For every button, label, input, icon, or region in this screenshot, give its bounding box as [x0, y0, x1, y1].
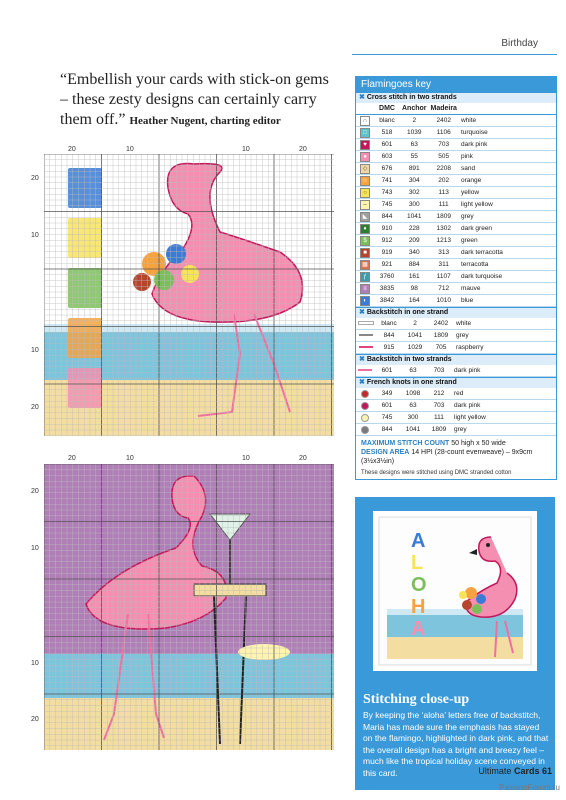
key-row	[356, 199, 556, 211]
quote-text: “Embellish your cards with stick-on gems – these zesty designs can certainly carry them off.”	[60, 71, 329, 128]
knot-icon	[361, 414, 369, 422]
key-madeira: 111	[429, 199, 459, 211]
key-name: red	[452, 388, 556, 400]
key-name: green	[459, 235, 556, 247]
key-swatch	[356, 175, 374, 187]
top-col-label: 20	[68, 146, 76, 153]
key-row	[356, 295, 556, 307]
key-row	[356, 223, 556, 235]
key-madeira: 311	[429, 259, 459, 271]
key-dmc: 844	[376, 330, 402, 342]
quote-attribution: Heather Nugent, charting editor	[129, 115, 281, 127]
section-label: Birthday	[501, 38, 538, 49]
chart-top-grid	[44, 154, 334, 436]
key-swatch	[356, 259, 374, 271]
key-madeira: 505	[429, 151, 459, 163]
key-row	[356, 235, 556, 247]
key-dmc: 910	[374, 223, 400, 235]
key-row	[356, 139, 556, 151]
closeup-photo	[373, 511, 537, 671]
brand-cards: Cards	[513, 766, 540, 776]
closeup-letter: A	[411, 530, 426, 552]
bottom-col-label: 20	[68, 455, 76, 462]
key-anchor: 209	[400, 235, 429, 247]
key-anchor: 164	[400, 295, 429, 307]
key-anchor: 63	[400, 400, 426, 412]
swatch-icon: $	[360, 236, 370, 246]
key-header: Anchor	[400, 103, 429, 115]
key-swatch	[356, 223, 374, 235]
key-madeira: 1809	[428, 330, 454, 342]
top-row-label: 20	[31, 404, 39, 411]
key-anchor: 1041	[400, 211, 429, 223]
key-dmc: 518	[374, 127, 400, 139]
header-rule	[352, 54, 557, 55]
key-name: yellow	[459, 187, 556, 199]
swatch-icon: ◇	[360, 164, 370, 174]
bottom-col-label: 10	[242, 455, 250, 462]
top-row-label: 20	[31, 175, 39, 182]
closeup-letter: L	[411, 552, 424, 574]
key-madeira: 1809	[429, 211, 459, 223]
key-dmc: 921	[374, 259, 400, 271]
key-madeira: 111	[426, 412, 452, 424]
key-row	[356, 342, 556, 354]
key-name: grey	[454, 330, 556, 342]
closeup-letter: H	[411, 596, 426, 618]
key-madeira: 202	[429, 175, 459, 187]
key-anchor: 302	[400, 187, 429, 199]
key-anchor: 884	[400, 259, 429, 271]
key-header: Madeira	[429, 103, 459, 115]
top-col-label: 20	[299, 146, 307, 153]
key-row	[356, 400, 556, 412]
key-row	[356, 163, 556, 175]
key-swatch	[356, 388, 374, 400]
max-stitch-count: MAXIMUM STITCH COUNT 50 high x 50 wide	[361, 440, 506, 447]
key-row	[356, 187, 556, 199]
swatch-icon: ∩	[360, 116, 370, 126]
closeup-letter: O	[411, 574, 427, 596]
key-madeira: 712	[429, 283, 459, 295]
key-madeira: 703	[429, 139, 459, 151]
key-row	[356, 412, 556, 424]
key-madeira: 2402	[428, 318, 454, 330]
flamingoes-key	[355, 76, 557, 480]
key-row	[356, 175, 556, 187]
pull-quote	[60, 70, 330, 131]
key-swatch	[356, 424, 374, 436]
swatch-icon: ƒ	[360, 272, 370, 282]
swatch-icon: ▦	[360, 260, 370, 270]
key-row	[356, 247, 556, 259]
bottom-col-label: 20	[299, 455, 307, 462]
bottom-row-label: 20	[31, 716, 39, 723]
key-anchor: 228	[400, 223, 429, 235]
key-anchor: 300	[400, 199, 429, 211]
key-dmc: 601	[374, 400, 400, 412]
key-anchor: 1039	[400, 127, 429, 139]
cross-icon: ✖	[359, 356, 365, 363]
key-madeira: 113	[429, 187, 459, 199]
key-madeira: 1010	[429, 295, 459, 307]
key-name: dark terracotta	[459, 247, 556, 259]
key-name: grey	[459, 211, 556, 223]
key-name: mauve	[459, 283, 556, 295]
key-row	[356, 115, 556, 127]
key-name: blue	[459, 295, 556, 307]
key-dmc: blanc	[376, 318, 402, 330]
key-table-backstitch-one	[356, 318, 556, 354]
closeup-text: By keeping the ‘aloha’ letters free of backstitch, Maria has made sure the emphasis has stayed on the flamingo, highlighted in dark pink, and that the overall design has a bright and breezy feel – much like the tropical holiday scene conveyed in this card.	[363, 710, 549, 778]
key-dmc: 844	[374, 424, 400, 436]
key-name: dark pink	[452, 400, 556, 412]
key-row	[356, 318, 556, 330]
key-madeira: 1107	[429, 271, 459, 283]
line-icon	[359, 346, 373, 348]
key-swatch	[356, 342, 376, 354]
key-dmc: 601	[374, 365, 400, 377]
key-anchor: 98	[400, 283, 429, 295]
swatch-icon: ☆	[360, 176, 370, 186]
key-row	[356, 424, 556, 436]
page-footer	[478, 766, 552, 776]
backstitch-two-heading: ✖ Backstitch in two strands	[356, 354, 556, 365]
key-swatch	[356, 318, 376, 330]
bottom-row-label: 20	[31, 488, 39, 495]
key-dmc: 844	[374, 211, 400, 223]
key-anchor: 2	[400, 115, 429, 127]
key-anchor: 1041	[400, 424, 426, 436]
cross-icon: ✖	[359, 94, 365, 101]
chart-aloha-flamingo	[44, 154, 334, 436]
page-number: 61	[541, 766, 552, 776]
key-table-cross	[356, 103, 556, 307]
swatch-icon: ◐	[360, 296, 370, 306]
key-name: dark turquoise	[459, 271, 556, 283]
key-anchor: 340	[400, 247, 429, 259]
key-madeira: 1213	[429, 235, 459, 247]
key-madeira: 705	[428, 342, 454, 354]
swatch-icon: ◣	[360, 212, 370, 222]
key-footer	[356, 436, 556, 481]
key-madeira: 2402	[429, 115, 459, 127]
key-row	[356, 365, 556, 377]
key-swatch	[356, 115, 374, 127]
key-swatch	[356, 295, 374, 307]
backstitch-one-heading: ✖ Backstitch in one strand	[356, 307, 556, 318]
swatch-icon: ●	[360, 152, 370, 162]
key-swatch	[356, 365, 374, 377]
key-title: Flamingoes key	[356, 77, 556, 92]
top-row-label: 10	[31, 347, 39, 354]
knot-icon	[361, 426, 369, 434]
key-anchor: 1098	[400, 388, 426, 400]
line-icon	[358, 321, 374, 325]
key-swatch	[356, 199, 374, 211]
key-name: terracotta	[459, 259, 556, 271]
key-madeira: 703	[426, 365, 452, 377]
key-name: grey	[452, 424, 556, 436]
key-row	[356, 388, 556, 400]
closeup-letter: A	[411, 618, 426, 640]
key-madeira: 1302	[429, 223, 459, 235]
chart-cocktail-flamingo	[44, 464, 334, 750]
key-swatch	[356, 235, 374, 247]
key-row	[356, 211, 556, 223]
key-dmc: 349	[374, 388, 400, 400]
key-dmc: 603	[374, 151, 400, 163]
key-madeira: 2208	[429, 163, 459, 175]
cross-icon: ✖	[359, 309, 365, 316]
key-dmc: 743	[374, 187, 400, 199]
swatch-icon: ≡	[360, 284, 370, 294]
line-icon	[359, 334, 373, 336]
closeup-photo-illustration	[373, 511, 537, 671]
key-dmc: 601	[374, 139, 400, 151]
key-dmc: blanc	[374, 115, 400, 127]
key-anchor: 300	[400, 412, 426, 424]
closeup-title: Stitching close-up	[363, 692, 470, 707]
key-row	[356, 271, 556, 283]
key-anchor: 63	[400, 365, 426, 377]
key-row	[356, 330, 556, 342]
knot-icon	[361, 402, 369, 410]
key-dmc: 676	[374, 163, 400, 175]
key-dmc: 3760	[374, 271, 400, 283]
key-madeira: 703	[426, 400, 452, 412]
key-name: turquoise	[459, 127, 556, 139]
bottom-col-label: 10	[126, 455, 134, 462]
swatch-icon: ■	[360, 248, 370, 258]
key-swatch	[356, 247, 374, 259]
key-dmc: 745	[374, 199, 400, 211]
key-swatch	[356, 163, 374, 175]
cross-icon: ✖	[359, 379, 365, 386]
key-madeira: 313	[429, 247, 459, 259]
key-table-backstitch-two	[356, 365, 556, 377]
key-anchor: 161	[400, 271, 429, 283]
key-anchor: 1041	[402, 330, 428, 342]
key-anchor: 63	[400, 139, 429, 151]
key-anchor: 304	[400, 175, 429, 187]
brand-ultimate: Ultimate	[478, 766, 512, 776]
key-madeira: 1809	[426, 424, 452, 436]
chart-bottom-grid	[44, 464, 334, 750]
top-row-label: 10	[31, 232, 39, 239]
key-row	[356, 127, 556, 139]
key-dmc: 745	[374, 412, 400, 424]
key-dmc: 912	[374, 235, 400, 247]
key-swatch	[356, 412, 374, 424]
key-name: white	[454, 318, 556, 330]
key-name: dark green	[459, 223, 556, 235]
key-swatch	[356, 283, 374, 295]
key-swatch	[356, 139, 374, 151]
key-row	[356, 151, 556, 163]
bottom-row-label: 10	[31, 660, 39, 667]
key-swatch	[356, 127, 374, 139]
key-swatch	[356, 187, 374, 199]
key-madeira: 212	[426, 388, 452, 400]
top-col-label: 10	[126, 146, 134, 153]
swatch-icon: –	[360, 200, 370, 210]
swatch-icon: □	[360, 128, 370, 138]
key-name: raspberry	[454, 342, 556, 354]
key-name: dark pink	[459, 139, 556, 151]
french-knots-heading: ✖ French knots in one strand	[356, 377, 556, 388]
top-col-label: 10	[242, 146, 250, 153]
watermark-site: PassionForum.ru	[499, 783, 560, 792]
key-note: These designs were stitched using DMC stranded cotton	[361, 470, 512, 476]
key-dmc: 3842	[374, 295, 400, 307]
key-name: dark pink	[452, 365, 556, 377]
swatch-icon: ♥	[360, 140, 370, 150]
key-anchor: 55	[400, 151, 429, 163]
key-header: DMC	[374, 103, 400, 115]
key-anchor: 1029	[402, 342, 428, 354]
stitching-closeup-panel	[355, 497, 555, 790]
key-name: orange	[459, 175, 556, 187]
cross-stitch-heading: ✖ Cross stitch in two strands	[356, 92, 556, 103]
key-madeira: 1106	[429, 127, 459, 139]
knot-icon	[361, 390, 369, 398]
key-table-french-knots	[356, 388, 556, 436]
bottom-row-label: 10	[31, 545, 39, 552]
key-row	[356, 259, 556, 271]
key-swatch	[356, 271, 374, 283]
key-swatch	[356, 151, 374, 163]
key-swatch	[356, 330, 376, 342]
swatch-icon: ♦	[360, 224, 370, 234]
key-dmc: 3835	[374, 283, 400, 295]
key-anchor: 891	[400, 163, 429, 175]
line-icon	[358, 369, 372, 371]
key-name: light yellow	[459, 199, 556, 211]
key-dmc: 915	[376, 342, 402, 354]
key-dmc: 919	[374, 247, 400, 259]
key-name: pink	[459, 151, 556, 163]
key-row	[356, 283, 556, 295]
key-swatch	[356, 211, 374, 223]
key-swatch	[356, 400, 374, 412]
key-name: white	[459, 115, 556, 127]
design-area: DESIGN AREA 14 HPI (28-count evenweave) – 9x9cm (3½x3½in)	[361, 449, 533, 465]
key-name: sand	[459, 163, 556, 175]
swatch-icon: ○	[360, 188, 370, 198]
key-name: light yellow	[452, 412, 556, 424]
key-anchor: 2	[402, 318, 428, 330]
key-dmc: 741	[374, 175, 400, 187]
